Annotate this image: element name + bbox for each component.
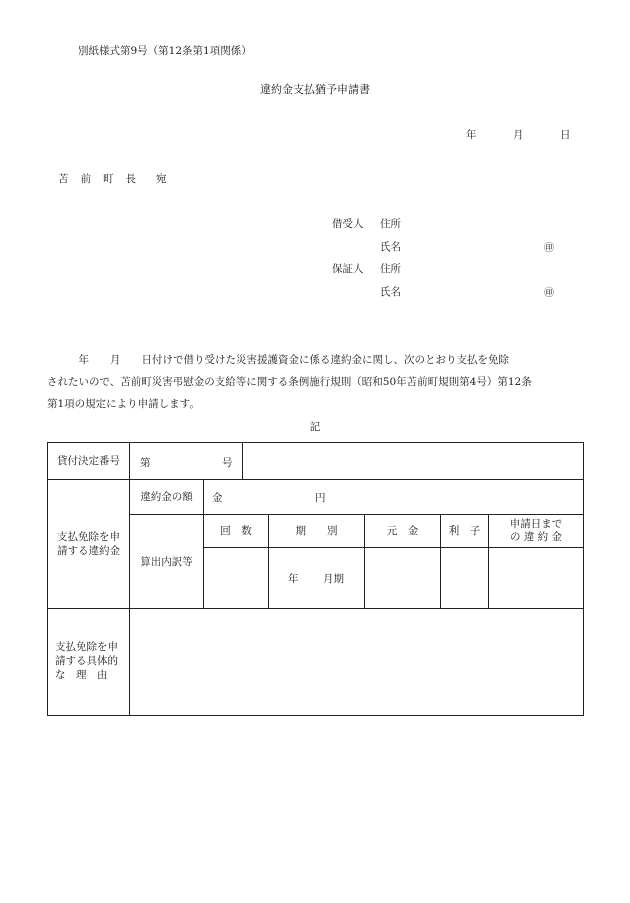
guarantor-name-label: 氏名: [380, 286, 401, 298]
label-line: 支払免除を申: [57, 531, 120, 543]
breakdown-label: 算出内訳等: [140, 555, 193, 568]
borrower-address-label: 住所: [380, 218, 401, 230]
label-line: 支払免除を申: [55, 641, 118, 653]
col-penalty-header: [489, 515, 583, 547]
table-rule: [47, 608, 584, 609]
addressee-char: 苫: [58, 173, 69, 185]
date-year-label: 年: [466, 129, 477, 141]
guarantor-label: 保証人: [332, 263, 364, 275]
period-year-label: 年: [288, 573, 299, 585]
col-principal-header: 元 金: [386, 525, 419, 537]
addressee: [58, 171, 167, 186]
borrower-name-label: 氏名: [380, 241, 401, 253]
table-rule: [242, 442, 243, 479]
loan-decision-number-label: 貸付決定番号: [57, 455, 120, 467]
statement-line: 年 月 日付けで借り受けた災害援護資金に係る違約金に関し、次のとおり支払を免除: [47, 354, 509, 366]
ki-heading: 記: [309, 421, 321, 433]
addressee-char: 町: [103, 173, 114, 185]
addressee-char: 前: [80, 173, 91, 185]
col-count-header: 回 数: [220, 525, 252, 537]
statement-line: されたいので、苫前町災害弔慰金の支給等に関する条例施行規則（昭和50年苫前町規則第4号）第12条: [47, 376, 532, 388]
addressee-char: 長: [125, 173, 136, 185]
amount-prefix: 金: [212, 492, 223, 504]
table-rule: [47, 715, 584, 716]
borrower-label: 借受人: [332, 218, 364, 230]
guarantor-address-label: 住所: [380, 263, 401, 275]
penalty-amount-label: 違約金の額: [140, 491, 193, 503]
date-month-label: 月: [513, 129, 524, 141]
form-number: 別紙様式第9号（第12条第1項関係）: [78, 45, 252, 57]
amount-unit: 円: [315, 492, 326, 504]
reason-blank-field[interactable]: [131, 610, 581, 714]
header-line: の 違 約 金: [509, 531, 562, 543]
statement-line: 第1項の規定により申請します。: [47, 398, 200, 410]
borrower-seal-mark: ㊞: [544, 243, 554, 254]
loan-number-blank-field[interactable]: [250, 443, 580, 479]
guarantor-seal-mark: ㊞: [544, 288, 554, 299]
reason-label: [55, 640, 118, 682]
header-line: 申請日まで: [509, 518, 563, 530]
table-rule: [583, 442, 584, 716]
col-period-header: 期 別: [295, 525, 338, 537]
form-title: 違約金支払猶予申請書: [260, 83, 370, 96]
exempt-penalty-label: [48, 480, 129, 608]
col-interest-header: 利 子: [448, 525, 481, 537]
label-line: 請する具体的: [55, 655, 118, 667]
loan-number-suffix: 号: [222, 457, 233, 469]
date-day-label: 日: [560, 129, 571, 141]
label-line: な 理 由: [55, 669, 108, 681]
period-term-label: 月期: [323, 573, 344, 585]
label-line: 請する違約金: [57, 545, 120, 557]
application-statement: [47, 349, 532, 415]
loan-number-prefix: 第: [140, 457, 151, 469]
table-rule: [203, 547, 584, 548]
addressee-char: 宛: [156, 173, 167, 185]
